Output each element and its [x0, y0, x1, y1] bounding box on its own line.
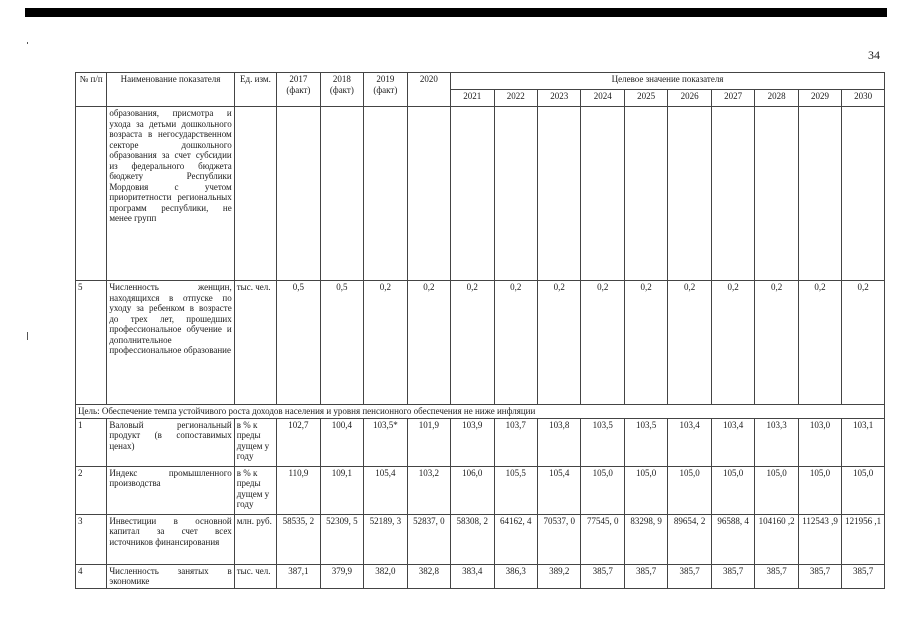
indicator-name: Численность занятых в экономике: [107, 564, 234, 588]
value-cell: 389,2: [537, 564, 580, 588]
value-cell: 0,2: [711, 281, 754, 405]
value-cell: 52189, 3: [364, 514, 407, 564]
margin-mark: [27, 332, 28, 340]
unit-cell: тыс. чел.: [234, 281, 276, 405]
value-cell: 103,9: [451, 418, 494, 466]
value-cell: 0,5: [320, 281, 363, 405]
indicator-name: образования, присмотра и ухода за детьми дошкольного возраста в негосударственном секторе дошкольного образования за счет субсидии из федерального бюджета бюджету Республики Мордовия с учетом приоритетности региональных программ республики, не менее групп: [107, 107, 234, 281]
value-cell: 101,9: [407, 418, 450, 466]
table-row: [76, 107, 885, 281]
value-cell: 382,0: [364, 564, 407, 588]
header-target-year: 2025: [624, 90, 667, 107]
value-cell: 105,0: [668, 466, 711, 514]
table-row: [76, 418, 885, 466]
value-cell: 64162, 4: [494, 514, 537, 564]
value-cell: 382,8: [407, 564, 450, 588]
top-black-bar: [25, 8, 887, 17]
value-cell: 109,1: [320, 466, 363, 514]
value-cell: 104160 ,2: [755, 514, 798, 564]
unit-cell: млн. руб.: [234, 514, 276, 564]
value-cell: 89654, 2: [668, 514, 711, 564]
header-year: 2018 (факт): [320, 73, 363, 107]
header-year: 2020: [407, 73, 450, 107]
unit-cell: в % к преды дущем у году: [234, 418, 276, 466]
header-target-year: 2029: [798, 90, 841, 107]
value-cell: 105,0: [711, 466, 754, 514]
value-cell: 105,0: [581, 466, 624, 514]
value-cell: 103,0: [798, 418, 841, 466]
value-cell: 105,5: [494, 466, 537, 514]
header-target-year: 2028: [755, 90, 798, 107]
value-cell: 0,2: [581, 281, 624, 405]
value-cell: 100,4: [320, 418, 363, 466]
value-cell: 96588, 4: [711, 514, 754, 564]
value-cell: 0,2: [451, 281, 494, 405]
indicator-name: Валовый региональный продукт (в сопоставимых ценах): [107, 418, 234, 466]
table-row: [76, 564, 885, 588]
value-cell: 385,7: [798, 564, 841, 588]
value-cell: 0,2: [798, 281, 841, 405]
value-cell: 105,4: [364, 466, 407, 514]
row-num: 4: [76, 564, 107, 588]
value-cell: 103,7: [494, 418, 537, 466]
value-cell: 103,4: [668, 418, 711, 466]
header-unit: Ед. изм.: [234, 73, 276, 107]
row-num: 5: [76, 281, 107, 405]
goal-row: Цель: Обеспечение темпа устойчивого роста доходов населения и уровня пенсионного обеспечения не ниже инфляции: [76, 405, 885, 419]
indicator-name: Численность женщин, находящихся в отпуске по уходу за ребенком в возрасте до трех лет, прошедших профессиональное обучение и дополнительное профессиональное образование: [107, 281, 234, 405]
value-cell: 103,5: [581, 418, 624, 466]
unit-cell: в % к преды дущем у году: [234, 466, 276, 514]
header-name: Наименование показателя: [107, 73, 234, 107]
value-cell: 0,2: [407, 281, 450, 405]
header-target-year: 2027: [711, 90, 754, 107]
value-cell: 105,0: [798, 466, 841, 514]
value-cell: 0,2: [755, 281, 798, 405]
row-num: 2: [76, 466, 107, 514]
value-cell: 379,9: [320, 564, 363, 588]
value-cell: 383,4: [451, 564, 494, 588]
value-cell: 105,0: [842, 466, 885, 514]
value-cell: 103,2: [407, 466, 450, 514]
header-target-year: 2026: [668, 90, 711, 107]
value-cell: 102,7: [277, 418, 320, 466]
value-cell: 121956 ,1: [842, 514, 885, 564]
page-number: 34: [868, 48, 880, 62]
unit-cell: тыс. чел.: [234, 564, 276, 588]
value-cell: 105,0: [755, 466, 798, 514]
value-cell: 103,4: [711, 418, 754, 466]
row-num: 1: [76, 418, 107, 466]
value-cell: 0,2: [624, 281, 667, 405]
value-cell: 0,2: [494, 281, 537, 405]
table-row: [76, 281, 885, 405]
value-cell: 385,7: [842, 564, 885, 588]
value-cell: 70537, 0: [537, 514, 580, 564]
value-cell: 385,7: [624, 564, 667, 588]
header-target-year: 2023: [537, 90, 580, 107]
value-cell: 103,8: [537, 418, 580, 466]
value-cell: 103,1: [842, 418, 885, 466]
header-target-year: 2021: [451, 90, 494, 107]
value-cell: 387,1: [277, 564, 320, 588]
header-year: 2019 (факт): [364, 73, 407, 107]
indicator-name: Индекс промышленного производства: [107, 466, 234, 514]
value-cell: 385,7: [711, 564, 754, 588]
indicators-table: [75, 72, 885, 589]
value-cell: 58535, 2: [277, 514, 320, 564]
value-cell: 52837, 0: [407, 514, 450, 564]
value-cell: 77545, 0: [581, 514, 624, 564]
value-cell: 385,7: [668, 564, 711, 588]
value-cell: 103,5*: [364, 418, 407, 466]
table-row: [76, 466, 885, 514]
value-cell: 105,4: [537, 466, 580, 514]
value-cell: 0,5: [277, 281, 320, 405]
value-cell: 385,7: [581, 564, 624, 588]
header-target-year: 2030: [842, 90, 885, 107]
value-cell: 385,7: [755, 564, 798, 588]
value-cell: 112543 ,9: [798, 514, 841, 564]
value-cell: 0,2: [537, 281, 580, 405]
value-cell: 106,0: [451, 466, 494, 514]
header-target-group: Целевое значение показателя: [451, 73, 885, 90]
value-cell: 386,3: [494, 564, 537, 588]
header-num: № п/п: [76, 73, 107, 107]
value-cell: 110,9: [277, 466, 320, 514]
value-cell: 103,3: [755, 418, 798, 466]
indicator-name: Инвестиции в основной капитал за счет всех источников финансирования: [107, 514, 234, 564]
header-target-year: 2024: [581, 90, 624, 107]
value-cell: 0,2: [668, 281, 711, 405]
table-row: [76, 514, 885, 564]
header-target-year: 2022: [494, 90, 537, 107]
header-year: 2017 (факт): [277, 73, 320, 107]
row-num: 3: [76, 514, 107, 564]
value-cell: 0,2: [842, 281, 885, 405]
value-cell: 105,0: [624, 466, 667, 514]
value-cell: 103,5: [624, 418, 667, 466]
value-cell: 0,2: [364, 281, 407, 405]
value-cell: 58308, 2: [451, 514, 494, 564]
value-cell: 52309, 5: [320, 514, 363, 564]
value-cell: 83298, 9: [624, 514, 667, 564]
margin-mark: [27, 42, 28, 44]
